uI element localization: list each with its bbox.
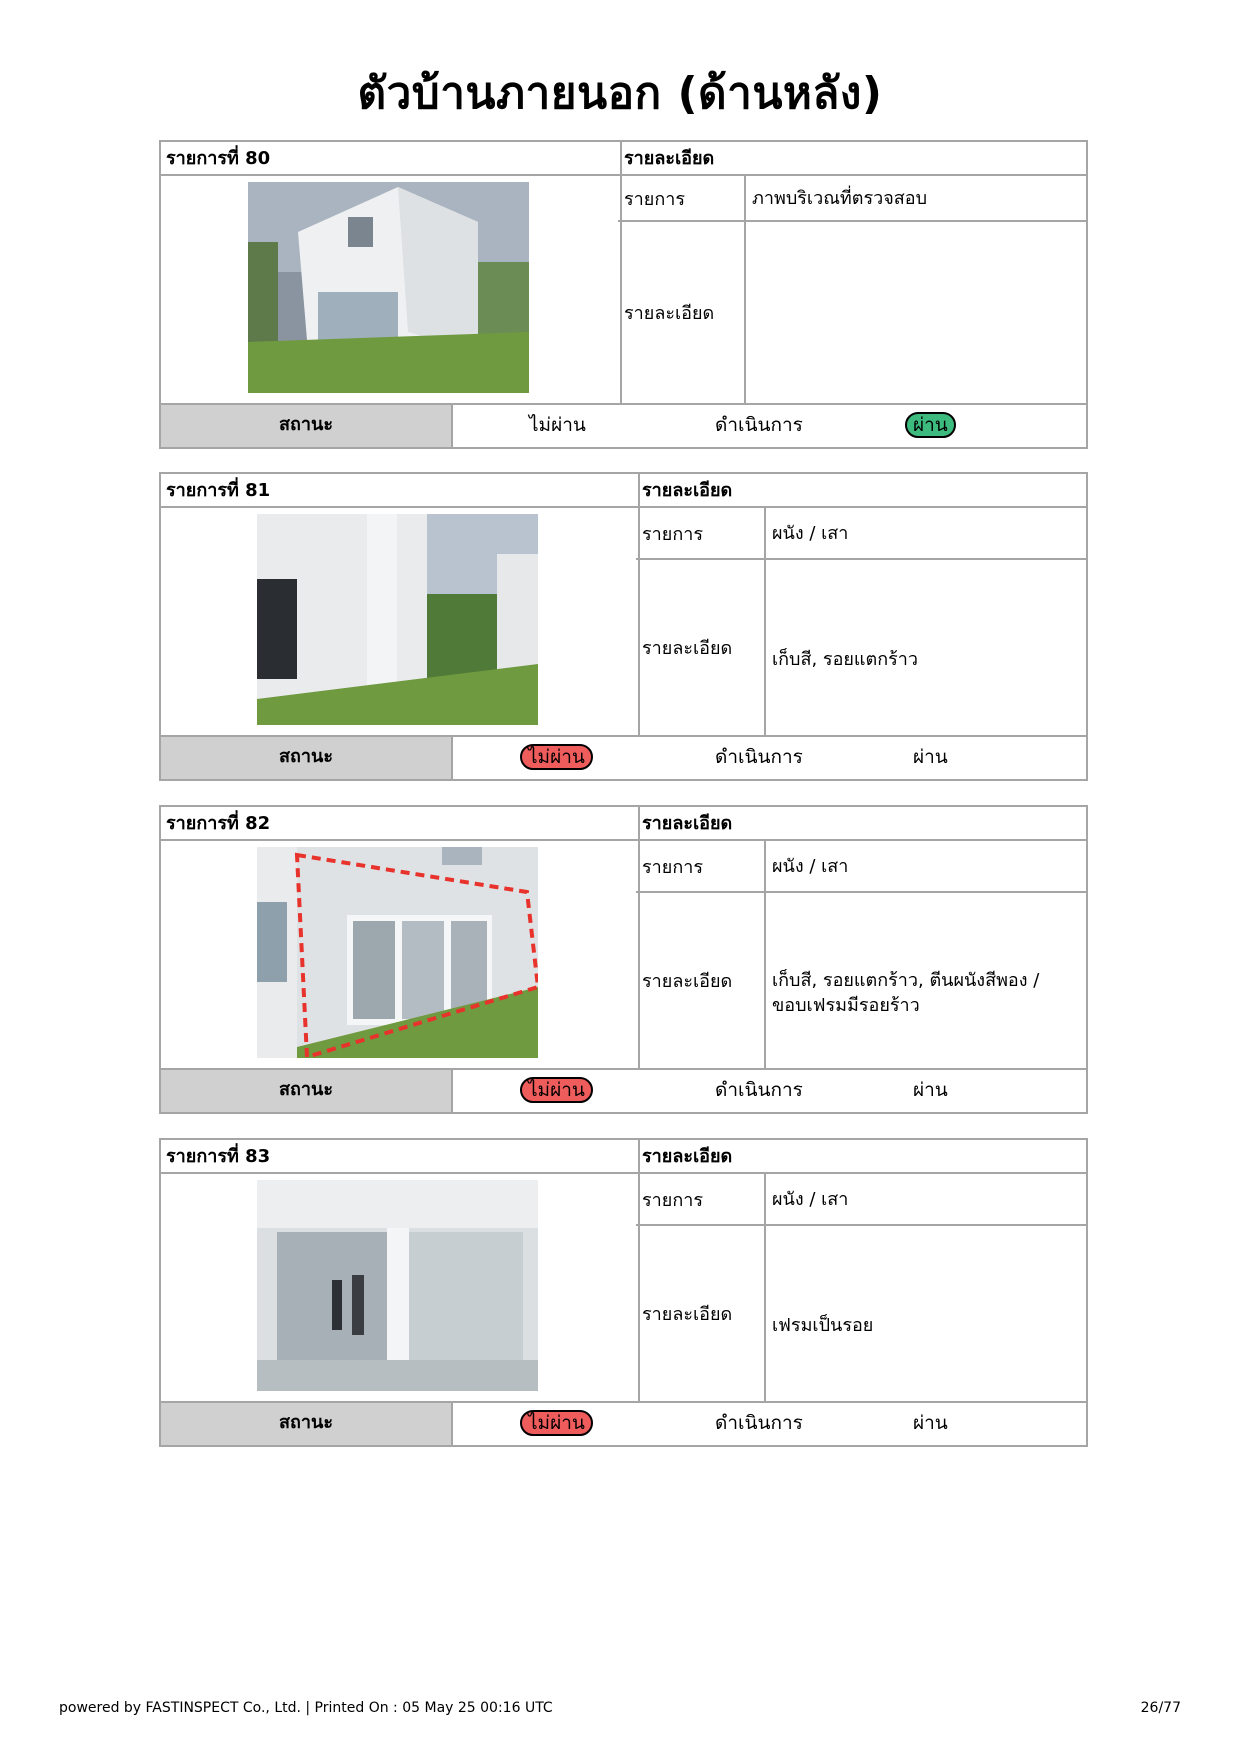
status-label: สถานะ xyxy=(161,1403,453,1445)
photo-column xyxy=(161,1140,640,1401)
detail-heading: รายละเอียด xyxy=(636,474,1086,508)
inspection-photo xyxy=(257,1180,538,1391)
status-label: สถานะ xyxy=(161,737,453,779)
status-option-in-progress[interactable]: ดำเนินการ xyxy=(715,746,803,768)
status-row xyxy=(161,1068,1086,1112)
selected-status-badge: ไม่ผ่าน xyxy=(520,1077,593,1103)
status-option-fail[interactable] xyxy=(520,1070,593,1110)
status-option-pass[interactable]: ผ่าน xyxy=(913,1412,948,1434)
item-label: รายการ xyxy=(618,176,746,220)
detail-heading: รายละเอียด xyxy=(618,142,1086,176)
item-heading: รายการที่ 81 xyxy=(161,474,638,508)
item-row xyxy=(636,508,1086,560)
detail-row xyxy=(636,1226,1086,1401)
item-row xyxy=(636,841,1086,893)
page-number: 26/77 xyxy=(1140,1700,1181,1716)
status-option-pass[interactable]: ผ่าน xyxy=(913,746,948,768)
item-label: รายการ xyxy=(636,508,766,558)
status-option-fail[interactable] xyxy=(520,737,593,777)
inspection-photo xyxy=(257,514,538,725)
detail-label: รายละเอียด xyxy=(636,893,766,1068)
photo-column xyxy=(161,474,640,735)
inspection-item-80 xyxy=(159,140,1088,449)
item-label: รายการ xyxy=(636,841,766,891)
detail-row xyxy=(618,222,1086,403)
status-row xyxy=(161,403,1086,447)
page-title: ตัวบ้านภายนอก (ด้านหลัง) xyxy=(357,68,883,119)
item-value: ผนัง / เสา xyxy=(772,1188,849,1210)
detail-heading: รายละเอียด xyxy=(636,807,1086,841)
status-option-in-progress[interactable]: ดำเนินการ xyxy=(715,414,803,436)
item-label: รายการ xyxy=(636,1174,766,1224)
selected-status-badge: ผ่าน xyxy=(905,412,956,438)
detail-value: เฟรมเป็นรอย xyxy=(772,1315,874,1336)
item-heading: รายการที่ 83 xyxy=(161,1140,638,1174)
status-row xyxy=(161,1401,1086,1445)
detail-row xyxy=(636,893,1086,1068)
detail-value: เก็บสี, รอยแตกร้าว xyxy=(772,649,919,670)
detail-value: เก็บสี, รอยแตกร้าว, ตีนผนังสีพอง / ขอบเฟรมมีรอยร้าว xyxy=(772,969,1040,1016)
item-heading: รายการที่ 80 xyxy=(161,142,620,176)
status-option-pass[interactable]: ผ่าน xyxy=(913,1079,948,1101)
status-option-fail[interactable] xyxy=(520,1403,593,1443)
item-value: ผนัง / เสา xyxy=(772,522,849,544)
selected-status-badge: ไม่ผ่าน xyxy=(520,744,593,770)
item-heading: รายการที่ 82 xyxy=(161,807,638,841)
detail-heading: รายละเอียด xyxy=(636,1140,1086,1174)
status-option-pass[interactable] xyxy=(905,405,956,445)
detail-value xyxy=(746,222,1086,403)
status-option-in-progress[interactable]: ดำเนินการ xyxy=(715,1079,803,1101)
selected-status-badge: ไม่ผ่าน xyxy=(520,1410,593,1436)
inspection-photo xyxy=(248,182,529,393)
status-label: สถานะ xyxy=(161,1070,453,1112)
detail-column xyxy=(636,807,1086,1068)
item-value: ผนัง / เสา xyxy=(772,855,849,877)
status-option-fail[interactable]: ไม่ผ่าน xyxy=(529,414,586,436)
status-option-in-progress[interactable]: ดำเนินการ xyxy=(715,1412,803,1434)
detail-column xyxy=(636,1140,1086,1401)
detail-column xyxy=(636,474,1086,735)
inspection-photo xyxy=(257,847,538,1058)
inspection-item-81 xyxy=(159,472,1088,781)
inspection-item-82 xyxy=(159,805,1088,1114)
inspection-item-83 xyxy=(159,1138,1088,1447)
item-value: ภาพบริเวณที่ตรวจสอบ xyxy=(752,187,927,209)
status-label: สถานะ xyxy=(161,405,453,447)
detail-label: รายละเอียด xyxy=(636,1226,766,1401)
item-row xyxy=(618,176,1086,222)
status-row xyxy=(161,735,1086,779)
photo-column xyxy=(161,142,622,403)
detail-column xyxy=(618,142,1086,403)
detail-row xyxy=(636,560,1086,735)
footer-credit: powered by FASTINSPECT Co., Ltd. | Printed On : 05 May 25 00:16 UTC xyxy=(59,1700,553,1716)
item-row xyxy=(636,1174,1086,1226)
detail-label: รายละเอียด xyxy=(636,560,766,735)
detail-label: รายละเอียด xyxy=(618,222,746,403)
photo-column xyxy=(161,807,640,1068)
